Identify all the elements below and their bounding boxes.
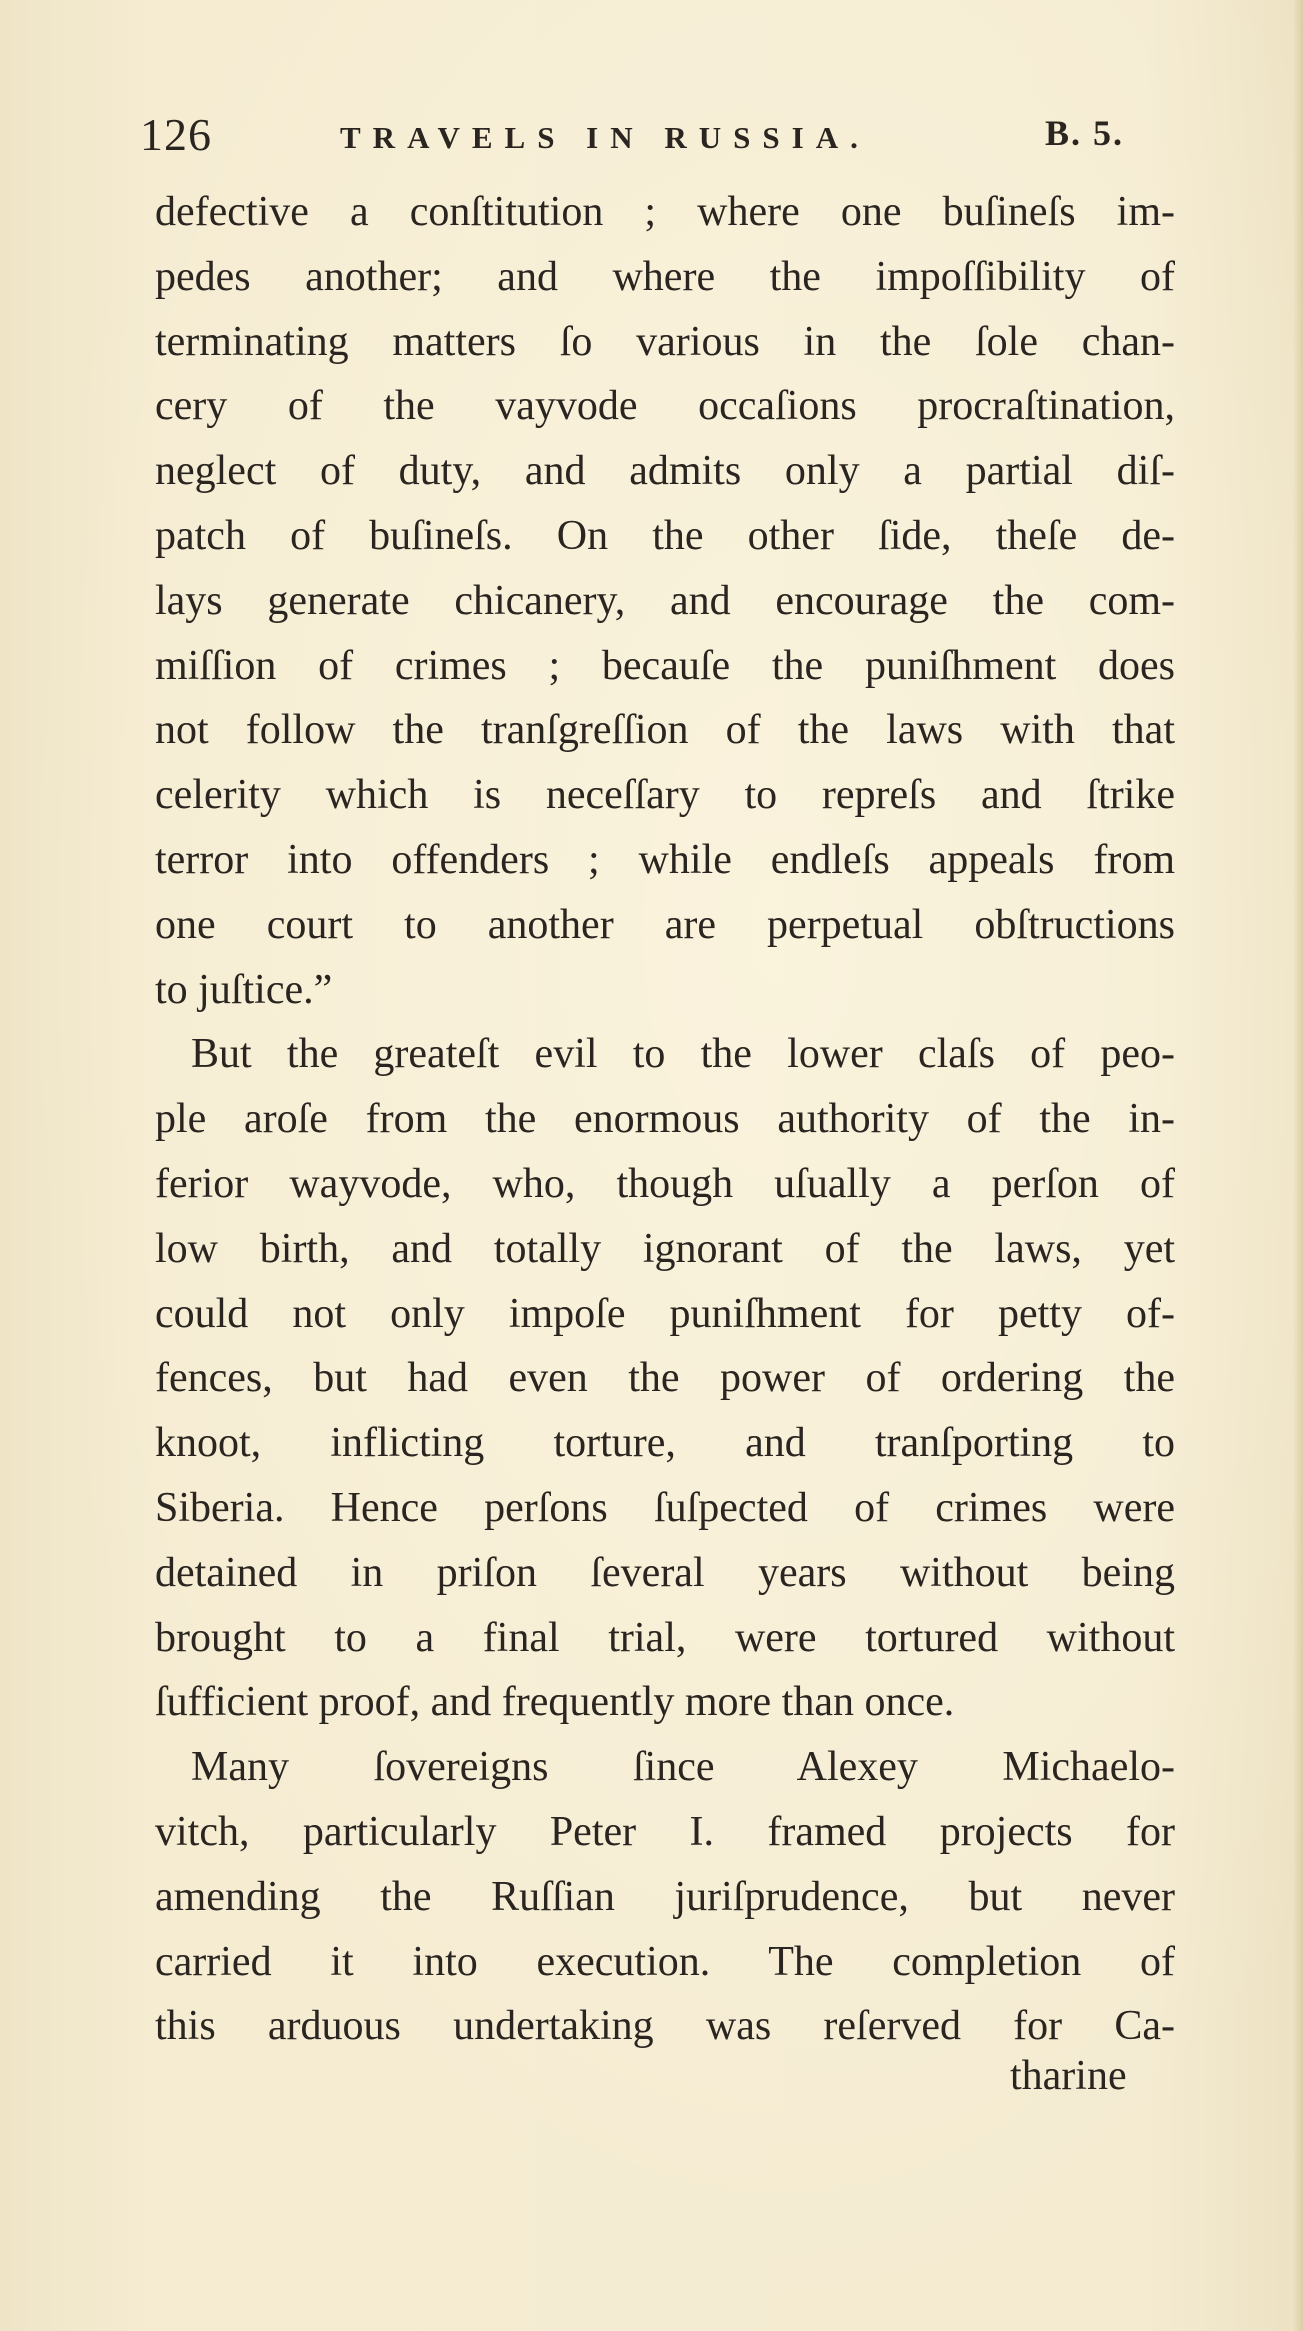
- text-line: celerity which is neceſſary to repreſs and ſtrike: [155, 772, 1175, 819]
- page-header: [140, 108, 1190, 168]
- text-line: could not only impoſe puniſhment for petty of-: [155, 1290, 1175, 1337]
- page-number: 126: [140, 109, 212, 160]
- text-line: detained in priſon ſeveral years without being: [155, 1549, 1175, 1596]
- text-line: carried it into execution. The completion of: [155, 1938, 1175, 1985]
- paragraph-first-line: Many ſovereigns ſince Alexey Michaelo-: [191, 1744, 1175, 1791]
- text-line: ferior wayvode, who, though uſually a perſon of: [155, 1160, 1175, 1207]
- text-line: patch of buſineſs. On the other ſide, theſe de-: [155, 512, 1175, 559]
- paragraph-first-line: But the greateſt evil to the lower claſs of peo-: [191, 1031, 1175, 1078]
- text-line: lays generate chicanery, and encourage the com-: [155, 577, 1175, 624]
- text-line: brought to a final trial, were tortured without: [155, 1614, 1175, 1661]
- paragraph-end-line: ſufficient proof, and frequently more than once.: [155, 1679, 955, 1726]
- text-line: this arduous undertaking was reſerved for Ca-: [155, 2003, 1175, 2050]
- text-line: miſſion of crimes ; becauſe the puniſhment does: [155, 642, 1175, 689]
- text-line: ple aroſe from the enormous authority of the in-: [155, 1096, 1175, 1143]
- running-head: TRAVELS IN RUSSIA.: [340, 120, 870, 155]
- text-line: amending the Ruſſian juriſprudence, but never: [155, 1873, 1175, 1920]
- text-line: cery of the vayvode occaſions procraſtination,: [155, 383, 1175, 430]
- text-line: Siberia. Hence perſons ſuſpected of crimes were: [155, 1484, 1175, 1531]
- book-reference: B. 5.: [1045, 113, 1125, 153]
- catchword: tharine: [1010, 2053, 1127, 2099]
- paragraph-end-line: to juſtice.”: [155, 966, 333, 1013]
- text-line: not follow the tranſgreſſion of the laws with that: [155, 707, 1175, 754]
- text-line: pedes another; and where the impoſſibility of: [155, 253, 1175, 300]
- text-line: defective a conſtitution ; where one buſineſs im-: [155, 189, 1175, 235]
- text-line: vitch, particularly Peter I. framed projects for: [155, 1808, 1175, 1855]
- text-line: low birth, and totally ignorant of the laws, yet: [155, 1225, 1175, 1272]
- text-line: fences, but had even the power of ordering the: [155, 1355, 1175, 1402]
- page-edge: [1293, 0, 1303, 2331]
- text-line: terminating matters ſo various in the ſole chan-: [155, 318, 1175, 365]
- text-line: knoot, inflicting torture, and tranſporting to: [155, 1420, 1175, 1467]
- text-line: terror into offenders ; while endleſs appeals from: [155, 836, 1175, 883]
- text-line: neglect of duty, and admits only a partial diſ-: [155, 448, 1175, 495]
- body-text: [155, 180, 1175, 2059]
- text-line: one court to another are perpetual obſtructions: [155, 901, 1175, 948]
